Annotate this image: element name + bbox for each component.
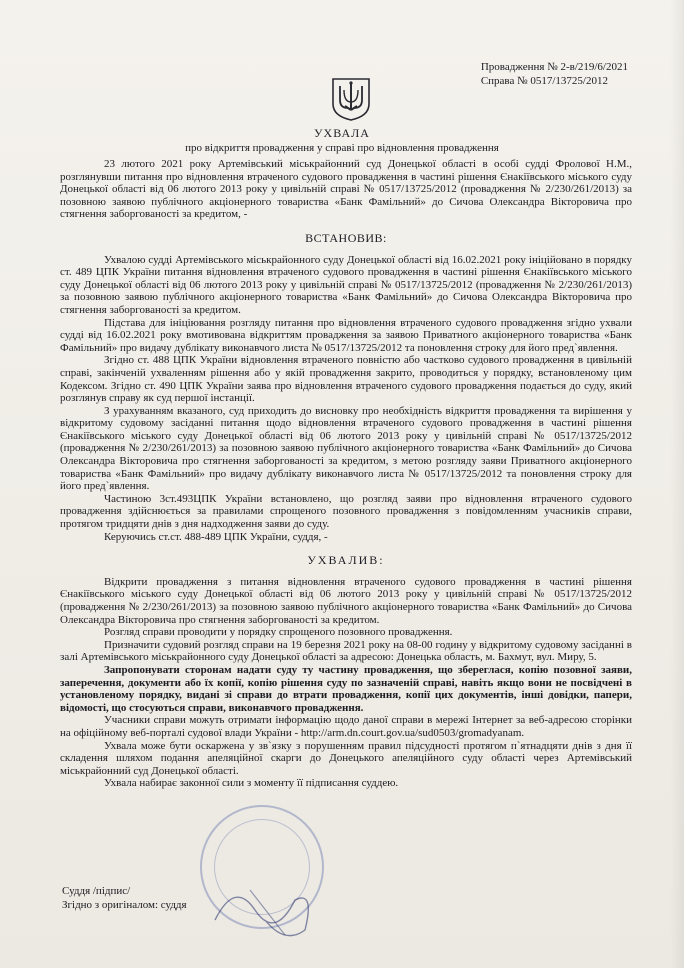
document-subtitle: про відкриття провадження у справі про відновлення провадження bbox=[185, 142, 499, 154]
ruled-paragraph: Призначити судовий розгляд справи на 19 березня 2021 року на 08-00 годину у відкритому судовому засіданні в залі Артемівського міськрайонного суду Донецької області за адресою: Донецька область, м. Бахмут, вул. Миру, 5. bbox=[60, 638, 632, 664]
ruled-paragraph: Відкрити провадження з питання відновлення втраченого судового провадження в частині рішення Єнакіївського міського суду Донецької області від 06 лютого 2013 року у цивільній справі № 0517/13725/2012 (провадження № 2/230/261/2013) за позовною заявою публічного акціонерного товариства «Банк Фамільний» до Сичова Олександра Вікторовича про стягнення заборгованості за кредитом. bbox=[60, 575, 632, 626]
proceeding-number: Провадження № 2-в/219/6/2021 bbox=[480, 61, 628, 73]
ruled-bold-paragraph: Запропонувати сторонам надати суду ту частину провадження, що збереглася, копію позовної заяви, заперечення, документи або їх копії, копію рішення суду по зазначеній справі, навіть якщо вони не посвідчені в установленому порядку, видані зі справи до втрати провадження, копії цих документів, інші довідки, папери, відомості, що стосуються справи, виконавчого провадження. bbox=[60, 663, 632, 714]
ruled-paragraph: Ухвала набирає законної сили з моменту її підписання суддею. bbox=[104, 777, 399, 790]
copy-certification-line: Згідно з оригіналом: суддя bbox=[62, 899, 187, 911]
ruled-paragraph: Розгляд справи проводити у порядку спрощеного позовного провадження. bbox=[104, 626, 453, 639]
document-title: УХВАЛА bbox=[314, 126, 370, 140]
heading-ruled: УХВАЛИВ: bbox=[307, 553, 385, 568]
established-paragraph: Ухвалою судді Артемівського міськрайонного суду Донецької області від 16.02.2021 року ініційовано в порядку ст. 489 ЦПК України питання відновлення втраченого судового провадження в частині рішення Єнакіївського міського суду Донецької області від 06 лютого 2013 року у цивільній справі № 0517/13725/2012 (провадження № 2/230/261/2013) за позовною заявою публічного акціонерного товариства «Банк Фамільний» до Сичова Олександра Вікторовича про стягнення заборгованості за кредитом. bbox=[60, 253, 632, 316]
established-paragraph: Підстава для ініціювання розгляду питання про відновлення втраченого судового провадження згідно ухвали судді від 16.02.2021 року вмотивована відкриттям провадження за заявою Приватного акціонерного товариства «Банк Фамільний» про видачу дублікату виконавчого листа № 0517/13725/2012 та поновлення строку для його пред`явлення. bbox=[60, 316, 632, 354]
established-paragraph: Згідно ст. 488 ЦПК України відновлення втраченого повністю або частково судового провадження в цивільній справі, закінченій ухваленням рішення або у якій провадження закрито, проводиться у порядку, встановленому цим Кодексом. Згідно ст. 490 ЦПК України заява про відновлення втраченого судового провадження подається до суду, який розглянув справу як суд першої інстанції. bbox=[60, 354, 632, 405]
established-paragraph: З урахуванням вказаного, суд приходить до висновку про необхідність відкриття провадження та вирішення у відкритому судовому засіданні питання щодо відновлення втраченого судового провадження в частині рішення Єнакіївського міського суду Донецької області від 06 лютого 2013 року у цивільній справі № 0517/13725/2012 (провадження № 2/230/261/2013) за позовною заявою публічного акціонерного товариства «Банк Фамільний» до Сичова Олександра Вікторовича про стягнення заборгованості за кредитом, з метою розгляду заяви Приватного акціонерного товариства «Банк Фамільний» про видачу дублікату виконавчого листа № 0517/13725/2012 та поновлення строку для його пред`явлення. bbox=[60, 404, 632, 493]
trident-emblem-icon bbox=[330, 76, 372, 122]
document-header bbox=[481, 60, 628, 88]
signature-block bbox=[62, 884, 187, 912]
handwritten-signature-icon bbox=[195, 860, 345, 950]
judge-signature-line: Суддя /підпис/ bbox=[62, 885, 131, 897]
heading-established: ВСТАНОВИВ: bbox=[305, 230, 387, 245]
page-edge-shadow bbox=[670, 0, 684, 968]
ruled-paragraph: Ухвала може бути оскаржена у зв`язку з порушенням правил підсудності протягом п`ятнадцяти днів з дня її складення шляхом подання апеляційної скарги до Донецького апеляційного суду області через Артемівський міськрайонний суд Донецької області. bbox=[60, 739, 632, 777]
title-block bbox=[0, 126, 684, 154]
established-paragraph: Частиною 3ст.493ЦПК України встановлено, що розгляд заяви про відновлення втраченого судового провадження здійснюється за правилами спрощеного позовного провадження з повідомленням учасників справи, протягом тридцяти днів з дня надходження заяви до суду. bbox=[60, 492, 632, 531]
intro-paragraph: 23 лютого 2021 року Артемівський міськрайонний суд Донецької області в особі судді Фролової Н.М., розглянувши питання про відновлення втраченого судового провадження в частині рішення Єнакіївського міського суду Донецької області від 06 лютого 2013 року у цивільній справі № 0517/13725/2012 (провадження № 2/230/261/2013) за позовною заявою публічного акціонерного товариства «Банк Фамільний» до Сичова Олександра Вікторовича про стягнення заборгованості за кредитом, - bbox=[60, 158, 632, 221]
established-paragraph: Керуючись ст.ст. 488-489 ЦПК України, суддя, - bbox=[104, 530, 328, 543]
document-body bbox=[60, 158, 632, 790]
ruled-paragraph: Учасники справи можуть отримати інформацію щодо даної справи в мережі Інтернет за веб-адресою сторінки на офіційному веб-порталі судової влади України - http://arm.dn.court.gov.ua/sud0503/gromadyanam. bbox=[60, 714, 632, 739]
case-number: Справа № 0517/13725/2012 bbox=[480, 75, 608, 87]
court-stamp-icon bbox=[200, 805, 324, 929]
